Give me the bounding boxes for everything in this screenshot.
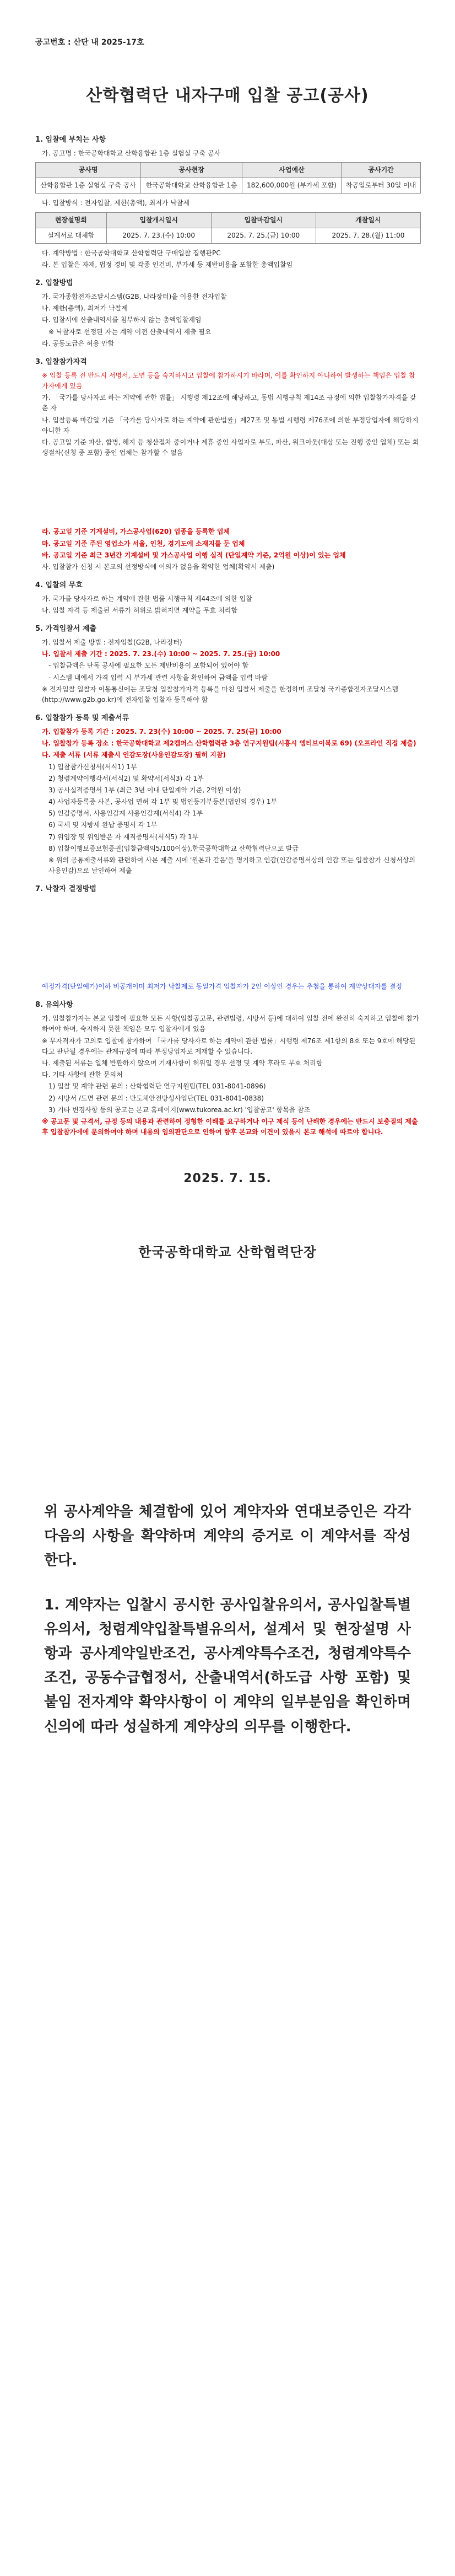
s2-line: ※ 낙찰자로 선정된 자는 계약 이전 산출내역서 제출 필요 — [48, 328, 212, 336]
section-4-heading: 4. 입찰의 무효 — [35, 581, 83, 590]
s3-line: 다. 공고일 기준 파산, 합병, 해지 등 청산절차 중이거나 제휴 중인 사업자로 부도, 파산, 워크아웃(대상 또는 진행 중인 업체) 또는 회생절차(신청 중 포함) 중인 업체는 참가할 수 없음 — [42, 438, 419, 457]
section-8-heading: 8. 유의사항 — [35, 1001, 73, 1010]
s6-line: 2) 청렴계약이행각서(서식2) 및 확약서(서식3) 각 1부 — [48, 774, 204, 782]
table-header: 입찰개시일시 — [106, 212, 211, 228]
table-header: 현장설명회 — [36, 212, 107, 228]
s8-line: 1) 입찰 및 계약 관련 문의 : 산학협력단 연구지원팀(TEL 031-8041-0896) — [48, 1082, 266, 1091]
page-title: 산학협력단 내자구매 입찰 공고(공사) — [86, 86, 369, 105]
table-cell: 2025. 7. 25.(금) 10:00 — [211, 228, 316, 243]
section-3-heading: 3. 입찰참가자격 — [35, 358, 87, 367]
notice-body — [35, 127, 421, 1139]
table-cell: 설계서로 대체함 — [36, 228, 107, 243]
s1-line: 라. 본 입찰은 자재, 법정 경비 및 각종 인건비, 부가세 등 제반비용을 포함한 총액입찰임 — [42, 261, 293, 269]
table-cell: 한국공학대학교 산학융합관 1층 — [141, 178, 242, 194]
s3-line: 바. 공고일 기준 최근 3년간 기계설비 및 가스공사업 이행 실적 (단일계약 기준, 2억원 이상)이 있는 업체 — [42, 551, 346, 559]
s6-line: 3) 공사실적증명서 1부 (최근 3년 이내 단일계약 기준, 2억원 이상) — [48, 786, 241, 794]
section-1-heading: 1. 입찰에 부치는 사항 — [35, 136, 106, 144]
issuer-name: 한국공학대학교 산학협력단장 — [138, 1244, 317, 1260]
s2-line: 라. 공동도급은 허용 안함 — [42, 339, 115, 347]
table-header: 공사기간 — [342, 162, 421, 178]
s6-line: 7) 위임장 및 위임받은 자 재직증명서(서식5) 각 1부 — [48, 833, 199, 841]
s6-line: 나. 입찰참가 등록 장소 : 한국공학대학교 제2캠퍼스 산학협력관 3층 연구지원팀(시흥시 엠티브이북로 69) (오프라인 직접 제출) — [42, 739, 416, 748]
s1-line: 다. 계약방법 : 한국공학대학교 산학협력단 구매입찰 집행관PC — [42, 249, 221, 257]
s8-line: 2) 시방서 /도면 관련 문의 : 반도체안전방성사업단(TEL 031-8041-0838) — [48, 1094, 264, 1102]
table-cell: 182,600,000원 (부가세 포함) — [242, 178, 341, 194]
s3-line: 라. 공고일 기준 기계설비, 가스공사업(620) 업종을 등록한 업체 — [42, 528, 230, 536]
table-header: 개찰일시 — [316, 212, 420, 228]
s3-line: 나. 입찰등록 마감일 기준 「국가를 당사자로 하는 계약에 관한법률」제27조 및 동법 시행령 제76조에 의한 부정당업자에 해당하지 아니한 자 — [42, 416, 419, 434]
schedule-table — [35, 212, 421, 244]
s3-line: 마. 공고일 기준 주된 영업소가 서울, 인천, 경기도에 소재지를 둔 업체 — [42, 539, 245, 548]
s3-line: 가. 「국가를 당사자로 하는 계약에 관한 법률」 시행령 제12조에 해당하고, 동법 시행규칙 제14조 규정에 의한 입찰참가자격을 갖춘 자 — [42, 394, 416, 412]
s6-line: 4) 사업자등록증 사본, 공사업 면허 각 1부 및 법인등기부등본(법인의 경우) 1부 — [48, 798, 278, 806]
s8-line: 다. 기타 사항에 관한 문의처 — [42, 1071, 123, 1079]
s6-line: 8) 입찰이행보증보험증권(입찰금액의5/100이상),한국공학대학교 산학협력단으로 발급 — [48, 844, 299, 852]
s3-line: 사. 입찰참가 신청 시 본교의 선정방식에 이의가 없음을 확약한 업체(확약서 제출) — [42, 562, 275, 571]
table-header: 공사현장 — [141, 162, 242, 178]
s6-line: 가. 입찰참가 등록 기간 : 2025. 7. 23(수) 10:00 ~ 2025. 7. 25(금) 10:00 — [42, 727, 281, 736]
table-header: 사업예산 — [242, 162, 341, 178]
contract-paragraph: 1. 계약자는 입찰시 공시한 공사입찰유의서, 공사입찰특별유의서, 청렴계약입찰특별유의서, 설계서 및 현장설명 사항과 공사계약일반조건, 공사계약특수조건, 청렴계약특수조건, 공동수급협정서, 산출내역서(하도급 사항 포함) 및 붙임 전자계약 확약사항이 이 계약의 일부분임을 확인하며 신의에 따라 성실하게 계약상의 의무를 이행한다. — [44, 1596, 411, 1735]
contract-text — [44, 1500, 411, 1759]
s2-line: 가. 국가종합전자조달시스템(G2B, 나라장터)을 이용한 전자입찰 — [42, 293, 227, 301]
s6-line: 1) 입찰참가신청서(서식1) 1부 — [48, 763, 137, 771]
s4-line: 가. 국가를 당사자로 하는 계약에 관한 법률 시행규칙 제44조에 의한 입찰 — [42, 594, 252, 603]
project-table — [35, 162, 421, 194]
table-cell: 착공일로부터 30일 이내 — [342, 178, 421, 194]
s5-line: 가. 입찰서 제출 방법 : 전자입찰(G2B, 나라장터) — [42, 638, 182, 647]
s8-line: ※ 무자격자가 고의로 입찰에 참가하여 「국가를 당사자로 하는 계약에 관한 법률」시행령 제76조 제1항의 8호 또는 9호에 해당된다고 판단될 경우에는 관계규정에 따라 부정당업자로 제재할 수 있습니다. — [42, 1037, 416, 1055]
table-cell: 2025. 7. 23.(수) 10:00 — [106, 228, 211, 243]
s6-line: 6) 국세 및 지방세 완납 증명서 각 1부 — [48, 821, 158, 829]
section-2-heading: 2. 입찰방법 — [35, 279, 73, 288]
contract-paragraph: 위 공사계약을 체결함에 있어 계약자와 연대보증인은 각각 다음의 사항을 확약하며 계약의 증거로 이 계약서를 작성한다. — [44, 1504, 411, 1569]
s1-line: 나. 입찰방식 : 전자입찰, 제한(총액), 최저가 낙찰제 — [42, 199, 189, 207]
s2-line: 다. 입찰서에 산출내역서를 첨부하지 않는 총액입찰제임 — [42, 316, 202, 324]
table-cell: 2025. 7. 28.(월) 11:00 — [316, 228, 420, 243]
table-header: 입찰마감일시 — [211, 212, 316, 228]
s6-line: 5) 인감증명서, 사용인감계 사용인감계(서식4) 각 1부 — [48, 809, 203, 818]
table-cell: 산학융합관 1층 실험실 구축 공사 — [36, 178, 141, 194]
s8-line: 가. 입찰참가자는 본교 입찰에 필요한 모든 사항(입찰공고문, 관련법령, 시방서 등)에 대하여 입찰 전에 완전히 숙지하고 입찰에 참가하여야 하며, 숙지하지 못한 책임은 모두 입찰자에게 있음 — [42, 1015, 419, 1033]
s5-line: ※ 전자입찰 입찰자 이동통신에는 조달청 입찰참가자격 등록을 마친 입찰서 제출을 한정하며 조달청 국가종합전자조달시스템(http://www.g2b.go.kr)에 전자입찰 입찰자 등록해야 함 — [42, 685, 399, 704]
notice-number: 공고번호 : 산단 내 2025-17호 — [35, 38, 144, 47]
s7-text: 예정가격(단일예가)이하 비공개이며 최저가 낙찰제로 동일가격 입찰자가 2인 이상인 경우는 추첨을 통하여 계약상대자를 결정 — [42, 983, 402, 991]
s8-line: 3) 기타 변경사항 등의 공고는 본교 홈페이지(www.tukorea.ac.kr) '입찰공고' 항목을 참조 — [48, 1105, 311, 1114]
s5-line: 나. 입찰서 제출 기간 : 2025. 7. 23.(수) 10:00 ~ 2025. 7. 25.(금) 10:00 — [42, 650, 280, 658]
s6-line: ※ 위의 공통제출서류와 관련하여 사본 제출 시에 '원본과 같음'을 명기하고 인감(인감증명서상의 인감 또는 입찰참가 신청서상의 사용인감)으로 날인하여 제출 — [48, 856, 415, 875]
section-7-heading: 7. 낙찰자 결정방법 — [35, 885, 96, 894]
s4-line: 나. 입찰 자격 등 제출된 서류가 허위로 밝혀지면 계약을 무효 처리함 — [42, 607, 237, 615]
s6-line: 다. 제출 서류 (서류 제출시 인감도장(사용인감도장) 필히 지참) — [42, 751, 226, 759]
s8-line: 나. 제출된 서류는 일체 반환하지 않으며 기재사항이 허위일 경우 선정 및 계약 후라도 무효 처리함 — [42, 1059, 323, 1067]
s1-line: 가. 공고명 : 한국공학대학교 산학융합관 1층 실험실 구축 공사 — [42, 149, 221, 157]
s8-warning: ※ 공고문 및 규격서, 규정 등의 내용과 관련하여 정형한 이해를 요구하거나 이구 제식 등이 난해한 경우에는 반드시 보충질의 제출 후 입찰참가에에 문의하여야 하며 내용의 임의판단으로 인하여 향후 본교와 이견이 있을시 본교 해석에 따르야 합니다. — [42, 1117, 418, 1136]
s2-line: 나. 제한(총액), 최저가 낙찰제 — [42, 304, 128, 313]
section-5-heading: 5. 가격입찰서 제출 — [35, 625, 96, 634]
s5-line: - 입찰금액은 단독 공사에 필요한 모든 제반비용이 포함되어 있어야 함 — [48, 662, 249, 670]
s3-warning: ※ 입찰 등록 전 반드시 서명서, 도면 등을 숙지하시고 입찰에 참가하시기 바라며, 이를 확인하지 아니하여 발생하는 책임은 입찰 참가자에게 있음 — [42, 371, 415, 390]
section-6-heading: 6. 입찰참가 등록 및 제출서류 — [35, 714, 129, 723]
s7-line — [35, 981, 421, 992]
notice-date: 2025. 7. 15. — [183, 1172, 272, 1185]
table-header: 공사명 — [36, 162, 141, 178]
s5-line: - 시스템 내에서 가격 입력 시 부가세 관련 사항을 확인하여 금액을 입력 바람 — [48, 673, 268, 681]
